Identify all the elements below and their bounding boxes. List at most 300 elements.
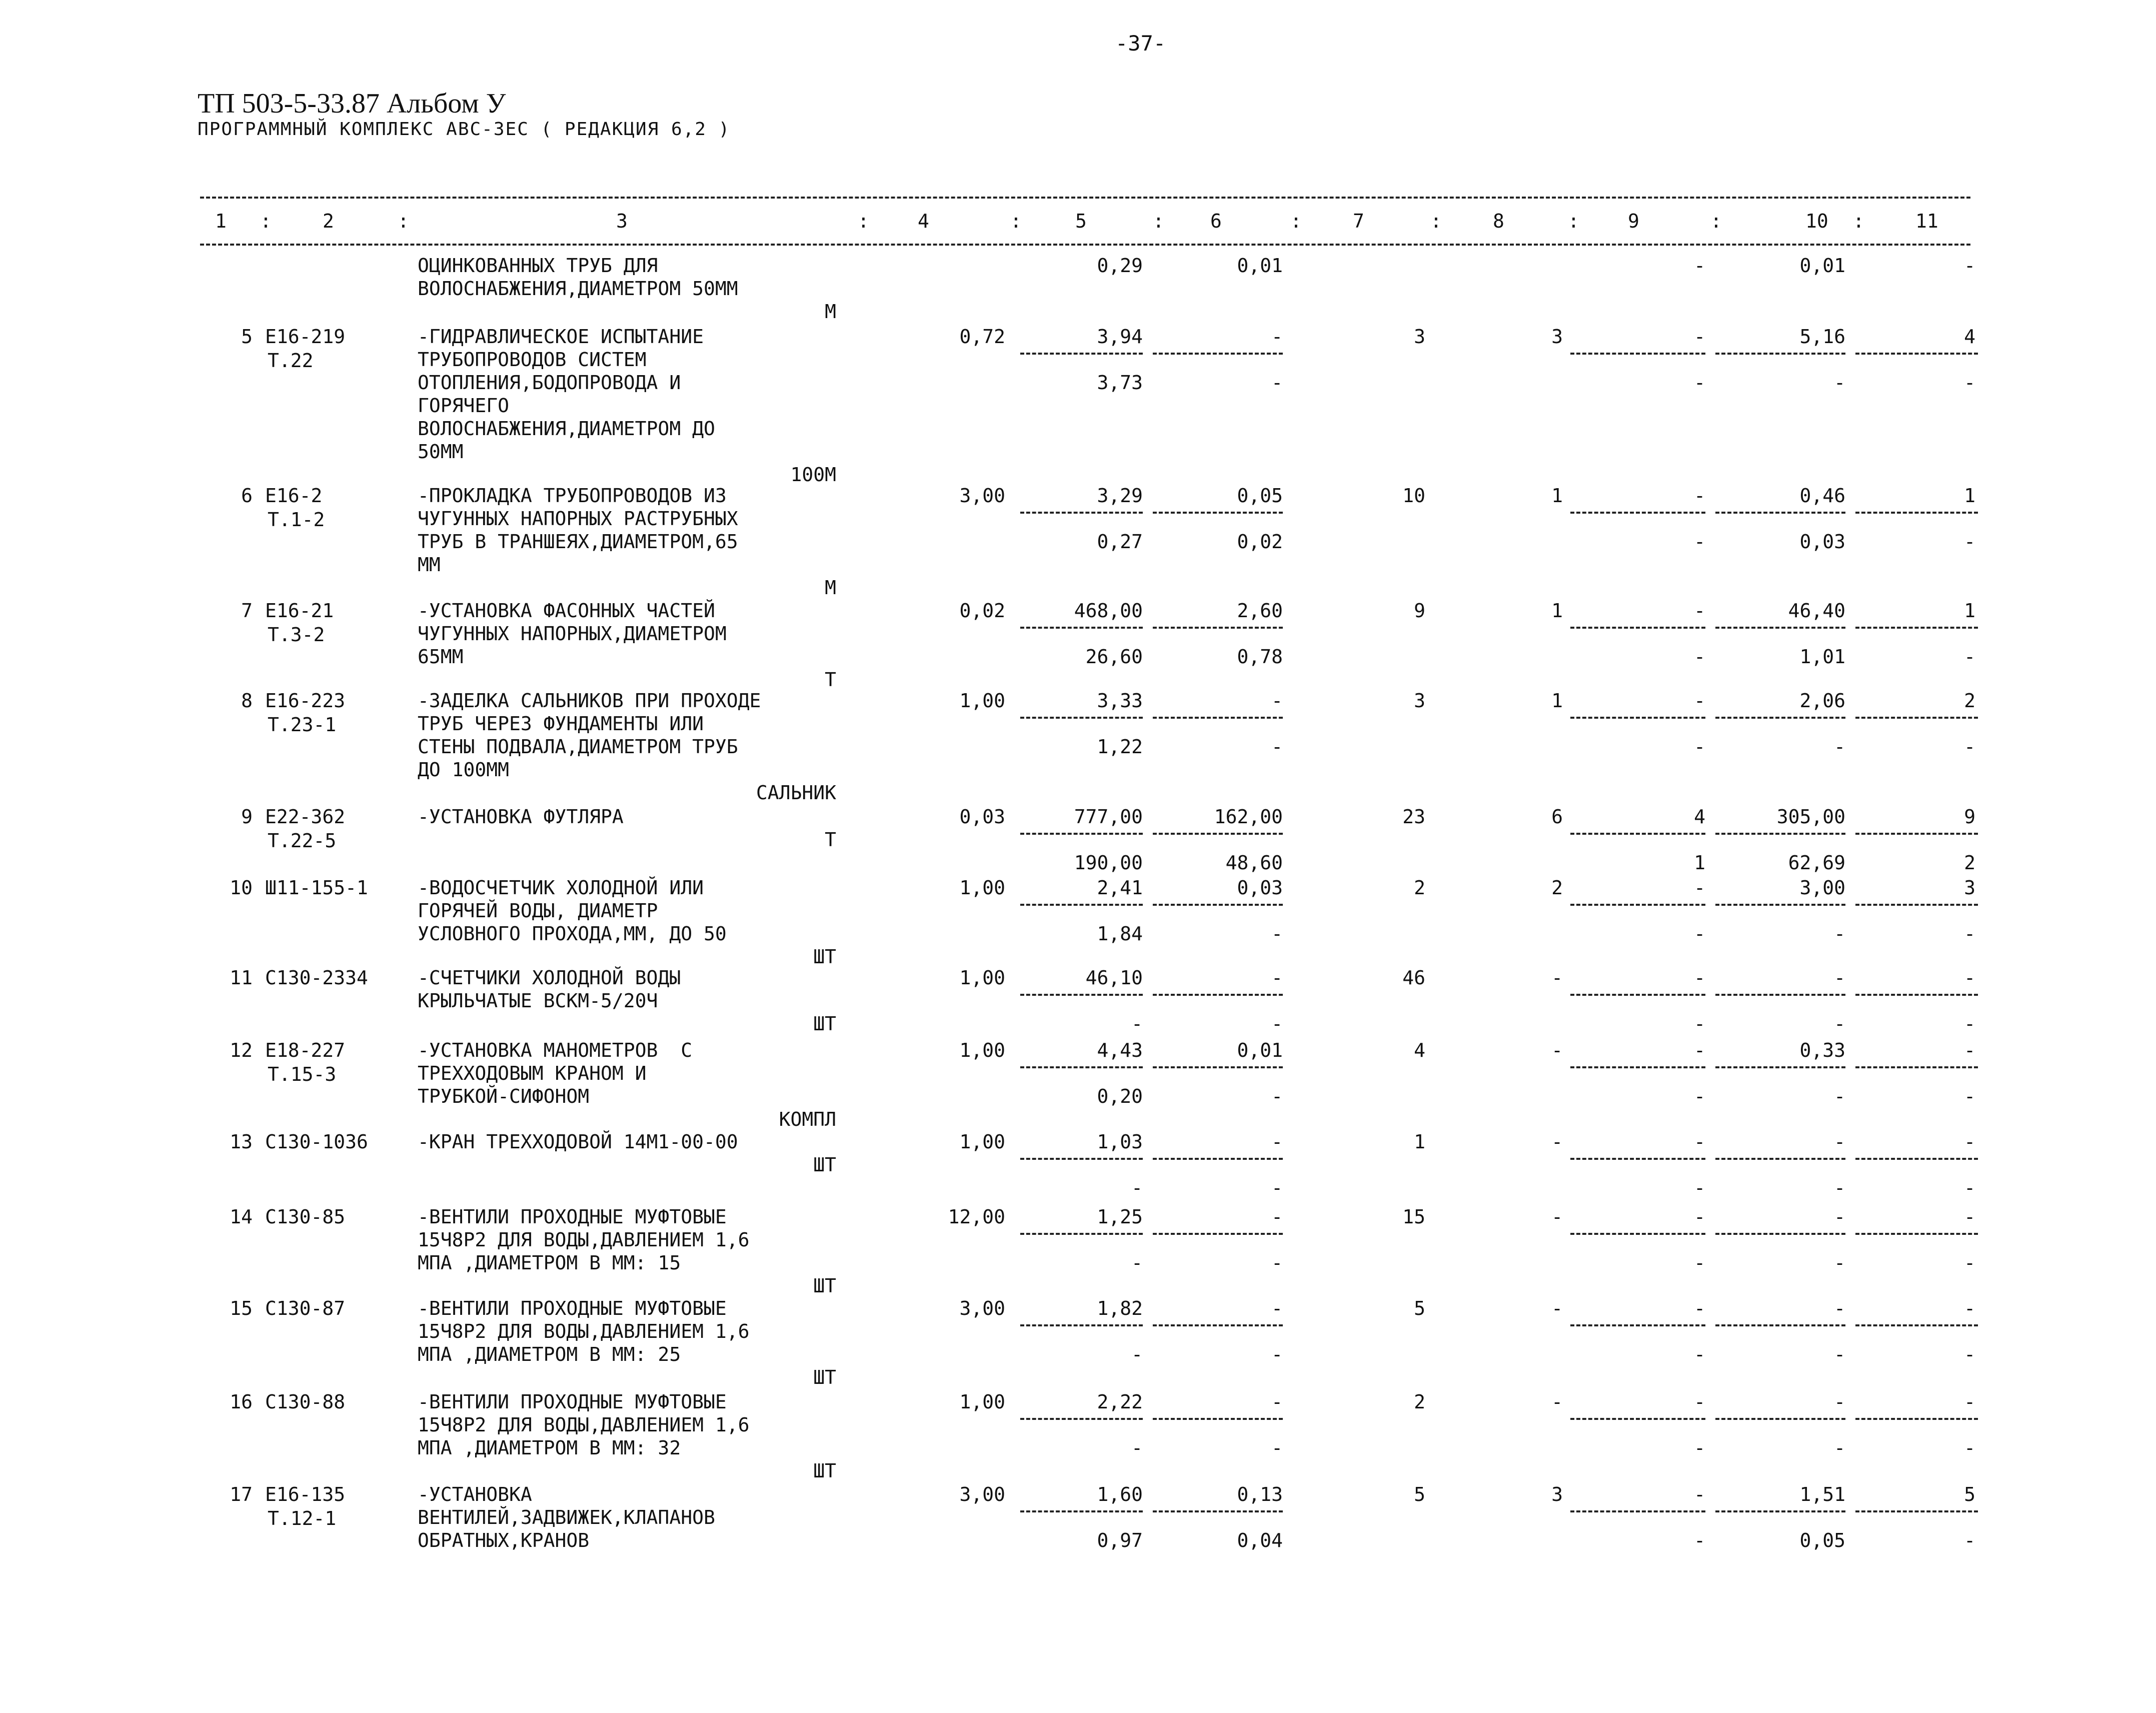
subtotal-dash: [1855, 994, 1978, 996]
cell-col9-top: -: [1694, 255, 1705, 277]
cell-col6-top: -: [1271, 967, 1283, 989]
cell-col4: 0,72: [959, 326, 1005, 348]
row-unit: ШТ: [813, 1275, 836, 1297]
cell-col5-bottom: -: [1131, 1343, 1143, 1365]
subtotal-dash: [1020, 1324, 1143, 1326]
cell-col9-bottom: -: [1694, 372, 1705, 394]
subtotal-dash: [1715, 1510, 1845, 1512]
cell-col5-bottom: -: [1131, 1177, 1143, 1199]
row-description: -ЗАДЕЛКА САЛЬНИКОВ ПРИ ПРОХОДЕ ТРУБ ЧЕРЕЗ ФУНДАМЕНТЫ ИЛИ СТЕНЫ ПОДВАЛА,ДИАМЕТРОМ ТРУБ ДО 100ММ: [418, 690, 761, 781]
cell-col6-bottom: 0,78: [1237, 646, 1283, 668]
subtotal-dash: [1570, 1066, 1705, 1068]
cell-col7: 5: [1414, 1297, 1425, 1319]
table-top-rule: [200, 197, 1970, 199]
row-unit: Т: [825, 669, 836, 691]
header-col-2: 2: [323, 210, 334, 232]
cell-col9-bottom: -: [1694, 1437, 1705, 1459]
cell-col9-bottom: 1: [1694, 852, 1705, 874]
cell-col11-top: -: [1964, 1297, 1975, 1319]
table-header-rule: [200, 244, 1970, 246]
row-unit: Т: [825, 829, 836, 851]
cell-col6-top: 162,00: [1214, 806, 1283, 828]
header-separator: :: [1010, 210, 1022, 232]
cell-col5-top: 46,10: [1085, 967, 1143, 989]
cell-col9-top: -: [1694, 1391, 1705, 1413]
subtotal-dash: [1570, 1158, 1705, 1160]
cell-col6-bottom: -: [1271, 1252, 1283, 1274]
header-separator: :: [260, 210, 272, 232]
cell-col8: -: [1551, 1297, 1563, 1319]
subtotal-dash: [1153, 512, 1283, 514]
cell-col5-top: 1,60: [1097, 1483, 1143, 1505]
cell-col10-bottom: -: [1834, 923, 1845, 945]
cell-col6-top: -: [1271, 1297, 1283, 1319]
cell-col4: 1,00: [959, 1131, 1005, 1153]
subtotal-dash: [1570, 1418, 1705, 1420]
subtotal-dash: [1153, 627, 1283, 629]
cell-col11-bottom: -: [1964, 646, 1975, 668]
subtotal-dash: [1855, 904, 1978, 906]
cell-col4: 1,00: [959, 690, 1005, 712]
cell-col10-bottom: 0,03: [1799, 531, 1845, 553]
subtotal-dash: [1153, 994, 1283, 996]
cell-col5-top: 1,03: [1097, 1131, 1143, 1153]
cell-col9-bottom: -: [1694, 1343, 1705, 1365]
page-number: -37-: [1115, 31, 1166, 56]
cell-col8: -: [1551, 1131, 1563, 1153]
cell-col4: 1,00: [959, 967, 1005, 989]
cell-col7: 10: [1402, 485, 1425, 507]
cell-col11-bottom: -: [1964, 1013, 1975, 1035]
cell-col5-top: 468,00: [1074, 600, 1143, 622]
subtotal-dash: [1855, 1510, 1978, 1512]
cell-col7: 5: [1414, 1483, 1425, 1505]
cell-col11-bottom: -: [1964, 1529, 1975, 1551]
cell-col11-bottom: -: [1964, 531, 1975, 553]
cell-col10-top: 3,00: [1799, 877, 1845, 899]
row-number: 14: [230, 1206, 253, 1228]
row-code: Ш11-155-1: [265, 877, 368, 899]
cell-col10-bottom: -: [1834, 1085, 1845, 1107]
cell-col9-top: -: [1694, 326, 1705, 348]
subtotal-dash: [1715, 1324, 1845, 1326]
cell-col10-top: 0,01: [1799, 255, 1845, 277]
row-number: 15: [230, 1297, 253, 1319]
cell-col6-bottom: 48,60: [1225, 852, 1283, 874]
row-number: 11: [230, 967, 253, 989]
row-description: -СЧЕТЧИКИ ХОЛОДНОЙ ВОДЫ КРЫЛЬЧАТЫЕ ВСКМ-5/20Ч: [418, 967, 681, 1012]
cell-col7: 1: [1414, 1131, 1425, 1153]
cell-col10-top: -: [1834, 1206, 1845, 1228]
cell-col9-bottom: -: [1694, 1252, 1705, 1274]
cell-col7: 23: [1402, 806, 1425, 828]
header-separator: :: [1568, 210, 1579, 232]
row-unit: М: [825, 301, 836, 323]
cell-col7: 15: [1402, 1206, 1425, 1228]
row-code: Е22-362: [265, 806, 346, 828]
cell-col11-top: 1: [1964, 485, 1975, 507]
row-code-ref: Т.23-1: [268, 714, 337, 736]
cell-col9-top: 4: [1694, 806, 1705, 828]
row-code: Е16-223: [265, 690, 346, 712]
subtotal-dash: [1570, 512, 1705, 514]
cell-col11-top: 5: [1964, 1483, 1975, 1505]
cell-col7: 46: [1402, 967, 1425, 989]
row-number: 16: [230, 1391, 253, 1413]
cell-col10-bottom: -: [1834, 736, 1845, 758]
subtotal-dash: [1020, 833, 1143, 835]
row-unit: САЛЬНИК: [756, 782, 836, 804]
row-code-ref: Т.22: [268, 350, 314, 372]
row-code-ref: Т.22-5: [268, 830, 337, 852]
row-number: 7: [241, 600, 253, 622]
cell-col8: 1: [1551, 485, 1563, 507]
cell-col11-top: -: [1964, 1131, 1975, 1153]
subtotal-dash: [1570, 717, 1705, 719]
cell-col9-bottom: -: [1694, 736, 1705, 758]
subtotal-dash: [1715, 512, 1845, 514]
row-number: 9: [241, 806, 253, 828]
cell-col6-top: -: [1271, 1206, 1283, 1228]
row-description: -ВЕНТИЛИ ПРОХОДНЫЕ МУФТОВЫЕ 15Ч8Р2 ДЛЯ ВОДЫ,ДАВЛЕНИЕМ 1,6 МПА ,ДИАМЕТРОМ В ММ: 25: [418, 1297, 750, 1365]
subtotal-dash: [1020, 994, 1143, 996]
cell-col11-top: 2: [1964, 690, 1975, 712]
cell-col9-bottom: -: [1694, 1177, 1705, 1199]
row-unit: ШТ: [813, 1460, 836, 1482]
cell-col4: 1,00: [959, 1391, 1005, 1413]
cell-col5-bottom: 1,84: [1097, 923, 1143, 945]
row-unit: ШТ: [813, 946, 836, 968]
header-separator: :: [1430, 210, 1442, 232]
cell-col10-top: 1,51: [1799, 1483, 1845, 1505]
cell-col8: 3: [1551, 1483, 1563, 1505]
cell-col5-top: 1,82: [1097, 1297, 1143, 1319]
row-code-ref: Т.1-2: [268, 509, 325, 531]
row-unit: М: [825, 577, 836, 599]
cell-col5-bottom: -: [1131, 1437, 1143, 1459]
cell-col6-bottom: -: [1271, 736, 1283, 758]
cell-col6-bottom: 0,02: [1237, 531, 1283, 553]
subtotal-dash: [1570, 994, 1705, 996]
row-number: 13: [230, 1131, 253, 1153]
subtotal-dash: [1153, 1510, 1283, 1512]
row-description: -ГИДРАВЛИЧЕСКОЕ ИСПЫТАНИЕ ТРУБОПРОВОДОВ СИСТЕМ ОТОПЛЕНИЯ,БОДОПРОВОДА И ГОРЯЧЕГО ВОЛОСНАБЖЕНИЯ,ДИАМЕТРОМ ДО 50ММ: [418, 326, 715, 463]
document-title: ТП 503-5-33.87 Альбом У: [198, 88, 506, 119]
cell-col11-bottom: 2: [1964, 852, 1975, 874]
cell-col4: 0,02: [959, 600, 1005, 622]
cell-col5-top: 3,94: [1097, 326, 1143, 348]
cell-col4: 3,00: [959, 1483, 1005, 1505]
cell-col4: 1,00: [959, 1039, 1005, 1061]
cell-col9-top: -: [1694, 877, 1705, 899]
cell-col11-top: 4: [1964, 326, 1975, 348]
cell-col10-bottom: -: [1834, 1252, 1845, 1274]
subtotal-dash: [1153, 1066, 1283, 1068]
subtotal-dash: [1715, 833, 1845, 835]
row-code-ref: Т.3-2: [268, 624, 325, 646]
subtotal-dash: [1020, 1233, 1143, 1235]
cell-col11-bottom: -: [1964, 923, 1975, 945]
cell-col10-top: -: [1834, 967, 1845, 989]
cell-col5-top: 3,29: [1097, 485, 1143, 507]
row-description: -УСТАНОВКА ФАСОННЫХ ЧАСТЕЙ ЧУГУННЫХ НАПОРНЫХ,ДИАМЕТРОМ 65ММ: [418, 600, 727, 668]
cell-col9-top: -: [1694, 1206, 1705, 1228]
row-code: С130-87: [265, 1297, 346, 1319]
cell-col5-top: 1,25: [1097, 1206, 1143, 1228]
header-col-1: 1: [215, 210, 227, 232]
cell-col10-bottom: -: [1834, 1437, 1845, 1459]
cell-col11-top: 9: [1964, 806, 1975, 828]
row-unit: ШТ: [813, 1154, 836, 1176]
row-description: -ВЕНТИЛИ ПРОХОДНЫЕ МУФТОВЫЕ 15Ч8Р2 ДЛЯ ВОДЫ,ДАВЛЕНИЕМ 1,6 МПА ,ДИАМЕТРОМ В ММ: 15: [418, 1206, 750, 1274]
cell-col4: 3,00: [959, 485, 1005, 507]
header-separator: :: [1853, 210, 1864, 232]
cell-col9-bottom: -: [1694, 646, 1705, 668]
subtotal-dash: [1020, 1418, 1143, 1420]
cell-col9-bottom: -: [1694, 531, 1705, 553]
row-code-ref: Т.15-3: [268, 1063, 337, 1085]
header-col-6: 6: [1210, 210, 1222, 232]
subtotal-dash: [1153, 1418, 1283, 1420]
cell-col7: 9: [1414, 600, 1425, 622]
header-col-8: 8: [1493, 210, 1504, 232]
header-separator: :: [398, 210, 409, 232]
document-subtitle: ПРОГРАММНЫЙ КОМПЛЕКС АВС-3ЕС ( РЕДАКЦИЯ 6,2 ): [198, 119, 731, 140]
cell-col6-top: 0,03: [1237, 877, 1283, 899]
subtotal-dash: [1153, 833, 1283, 835]
cell-col10-top: -: [1834, 1297, 1845, 1319]
header-separator: :: [1153, 210, 1164, 232]
row-number: 10: [230, 877, 253, 899]
cell-col6-top: 0,05: [1237, 485, 1283, 507]
row-description: -КРАН ТРЕХХОДОВОЙ 14М1-00-00: [418, 1131, 738, 1153]
header-col-11: 11: [1915, 210, 1938, 232]
subtotal-dash: [1855, 353, 1978, 355]
header-col-3: 3: [616, 210, 628, 232]
subtotal-dash: [1855, 1066, 1978, 1068]
row-code: Е16-21: [265, 600, 334, 622]
subtotal-dash: [1020, 1066, 1143, 1068]
subtotal-dash: [1153, 1324, 1283, 1326]
cell-col11-bottom: -: [1964, 736, 1975, 758]
header-separator: :: [858, 210, 869, 232]
subtotal-dash: [1570, 353, 1705, 355]
cell-col6-top: -: [1271, 1131, 1283, 1153]
subtotal-dash: [1715, 717, 1845, 719]
subtotal-dash: [1715, 1418, 1845, 1420]
cell-col5-bottom: 0,97: [1097, 1529, 1143, 1551]
row-number: 8: [241, 690, 253, 712]
cell-col6-bottom: -: [1271, 1177, 1283, 1199]
cell-col11-top: -: [1964, 967, 1975, 989]
cell-col5-bottom: 0,20: [1097, 1085, 1143, 1107]
cell-col8: -: [1551, 1039, 1563, 1061]
row-number: 17: [230, 1483, 253, 1505]
cell-col6-bottom: -: [1271, 372, 1283, 394]
cell-col8: 1: [1551, 690, 1563, 712]
cell-col10-top: 46,40: [1788, 600, 1845, 622]
subtotal-dash: [1570, 1233, 1705, 1235]
row-description: -ВОДОСЧЕТЧИК ХОЛОДНОЙ ИЛИ ГОРЯЧЕЙ ВОДЫ, ДИАМЕТР УСЛОВНОГО ПРОХОДА,ММ, ДО 50: [418, 877, 727, 945]
cell-col8: 2: [1551, 877, 1563, 899]
subtotal-dash: [1855, 1418, 1978, 1420]
cell-col9-top: -: [1694, 1131, 1705, 1153]
cell-col9-bottom: -: [1694, 1013, 1705, 1035]
cell-col6-bottom: -: [1271, 923, 1283, 945]
cell-col10-top: 5,16: [1799, 326, 1845, 348]
cell-col5-top: 0,29: [1097, 255, 1143, 277]
row-description: -УСТАНОВКА ВЕНТИЛЕЙ,ЗАДВИЖЕК,КЛАПАНОВ ОБРАТНЫХ,КРАНОВ: [418, 1483, 715, 1551]
subtotal-dash: [1715, 1233, 1845, 1235]
cell-col6-top: -: [1271, 690, 1283, 712]
row-code-ref: Т.12-1: [268, 1507, 337, 1529]
row-code: С130-1036: [265, 1131, 368, 1153]
subtotal-dash: [1153, 1233, 1283, 1235]
header-separator: :: [1290, 210, 1302, 232]
subtotal-dash: [1855, 717, 1978, 719]
subtotal-dash: [1855, 1233, 1978, 1235]
cell-col10-top: -: [1834, 1391, 1845, 1413]
header-col-4: 4: [918, 210, 929, 232]
cell-col4: 3,00: [959, 1297, 1005, 1319]
cell-col9-top: -: [1694, 1483, 1705, 1505]
subtotal-dash: [1020, 1510, 1143, 1512]
subtotal-dash: [1020, 717, 1143, 719]
cell-col11-bottom: -: [1964, 1252, 1975, 1274]
cell-col10-bottom: -: [1834, 1013, 1845, 1035]
cell-col6-bottom: 0,04: [1237, 1529, 1283, 1551]
cell-col11-top: 1: [1964, 600, 1975, 622]
subtotal-dash: [1715, 627, 1845, 629]
cell-col5-bottom: 0,27: [1097, 531, 1143, 553]
cell-col5-bottom: 1,22: [1097, 736, 1143, 758]
cell-col5-top: 2,22: [1097, 1391, 1143, 1413]
cell-col8: 1: [1551, 600, 1563, 622]
subtotal-dash: [1715, 1066, 1845, 1068]
subtotal-dash: [1855, 627, 1978, 629]
cell-col8: -: [1551, 1391, 1563, 1413]
subtotal-dash: [1570, 1324, 1705, 1326]
cell-col10-top: -: [1834, 1131, 1845, 1153]
row-number: 5: [241, 326, 253, 348]
subtotal-dash: [1855, 1324, 1978, 1326]
cell-col11-top: -: [1964, 1039, 1975, 1061]
cell-col8: -: [1551, 1206, 1563, 1228]
subtotal-dash: [1855, 1158, 1978, 1160]
subtotal-dash: [1715, 904, 1845, 906]
cell-col5-top: 777,00: [1074, 806, 1143, 828]
cell-col11-bottom: -: [1964, 1085, 1975, 1107]
cell-col5-top: 2,41: [1097, 877, 1143, 899]
row-number: 12: [230, 1039, 253, 1061]
cell-col6-top: -: [1271, 326, 1283, 348]
cell-col9-top: -: [1694, 485, 1705, 507]
cell-col10-top: 305,00: [1776, 806, 1845, 828]
cell-col7: 3: [1414, 326, 1425, 348]
cell-col6-bottom: -: [1271, 1343, 1283, 1365]
cell-col6-bottom: -: [1271, 1085, 1283, 1107]
cell-col6-top: 0,13: [1237, 1483, 1283, 1505]
row-unit: ШТ: [813, 1366, 836, 1388]
cell-col7: 4: [1414, 1039, 1425, 1061]
subtotal-dash: [1570, 627, 1705, 629]
row-code: С130-85: [265, 1206, 346, 1228]
subtotal-dash: [1020, 1158, 1143, 1160]
subtotal-dash: [1153, 717, 1283, 719]
subtotal-dash: [1020, 904, 1143, 906]
subtotal-dash: [1570, 833, 1705, 835]
cell-col9-top: -: [1694, 600, 1705, 622]
cell-col11-top: 3: [1964, 877, 1975, 899]
cell-col7: 2: [1414, 1391, 1425, 1413]
subtotal-dash: [1855, 512, 1978, 514]
cell-col4: 0,03: [959, 806, 1005, 828]
cell-col9-top: -: [1694, 1039, 1705, 1061]
cell-col10-bottom: 0,05: [1799, 1529, 1845, 1551]
cell-col6-top: -: [1271, 1391, 1283, 1413]
subtotal-dash: [1715, 353, 1845, 355]
cell-col10-bottom: -: [1834, 1177, 1845, 1199]
cell-col9-bottom: -: [1694, 1529, 1705, 1551]
row-code: С130-2334: [265, 967, 368, 989]
subtotal-dash: [1855, 833, 1978, 835]
cell-col7: 3: [1414, 690, 1425, 712]
subtotal-dash: [1020, 627, 1143, 629]
cell-col10-top: 2,06: [1799, 690, 1845, 712]
cell-col11-bottom: -: [1964, 372, 1975, 394]
cell-col10-top: 0,46: [1799, 485, 1845, 507]
cell-col6-bottom: -: [1271, 1437, 1283, 1459]
cell-col9-bottom: -: [1694, 923, 1705, 945]
cell-col4: 12,00: [948, 1206, 1005, 1228]
cell-col5-bottom: -: [1131, 1013, 1143, 1035]
cell-col10-bottom: 62,69: [1788, 852, 1845, 874]
cell-col9-top: -: [1694, 967, 1705, 989]
cell-col11-top: -: [1964, 255, 1975, 277]
cell-col11-top: -: [1964, 1206, 1975, 1228]
cell-col8: -: [1551, 967, 1563, 989]
cell-col10-top: 0,33: [1799, 1039, 1845, 1061]
header-col-5: 5: [1075, 210, 1087, 232]
cell-col10-bottom: -: [1834, 1343, 1845, 1365]
cell-col4: 1,00: [959, 877, 1005, 899]
header-col-9: 9: [1628, 210, 1639, 232]
cell-col5-bottom: 26,60: [1085, 646, 1143, 668]
cell-col8: 6: [1551, 806, 1563, 828]
cell-col11-bottom: -: [1964, 1177, 1975, 1199]
row-code: Е16-135: [265, 1483, 346, 1505]
subtotal-dash: [1153, 904, 1283, 906]
row-code: С130-88: [265, 1391, 346, 1413]
cell-col6-top: 0,01: [1237, 1039, 1283, 1061]
row-description: ОЦИНКОВАННЫХ ТРУБ ДЛЯ ВОЛОСНАБЖЕНИЯ,ДИАМЕТРОМ 50ММ: [418, 255, 738, 300]
cell-col7: 2: [1414, 877, 1425, 899]
subtotal-dash: [1570, 1510, 1705, 1512]
row-code: Е16-2: [265, 485, 323, 507]
cell-col6-top: 2,60: [1237, 600, 1283, 622]
cell-col9-bottom: -: [1694, 1085, 1705, 1107]
cell-col11-top: -: [1964, 1391, 1975, 1413]
row-description: -ВЕНТИЛИ ПРОХОДНЫЕ МУФТОВЫЕ 15Ч8Р2 ДЛЯ ВОДЫ,ДАВЛЕНИЕМ 1,6 МПА ,ДИАМЕТРОМ В ММ: 32: [418, 1391, 750, 1459]
cell-col10-bottom: -: [1834, 372, 1845, 394]
cell-col5-bottom: -: [1131, 1252, 1143, 1274]
header-col-7: 7: [1353, 210, 1364, 232]
row-code: Е18-227: [265, 1039, 346, 1061]
row-unit: ШТ: [813, 1013, 836, 1035]
cell-col9-top: -: [1694, 1297, 1705, 1319]
cell-col10-bottom: 1,01: [1799, 646, 1845, 668]
subtotal-dash: [1020, 353, 1143, 355]
